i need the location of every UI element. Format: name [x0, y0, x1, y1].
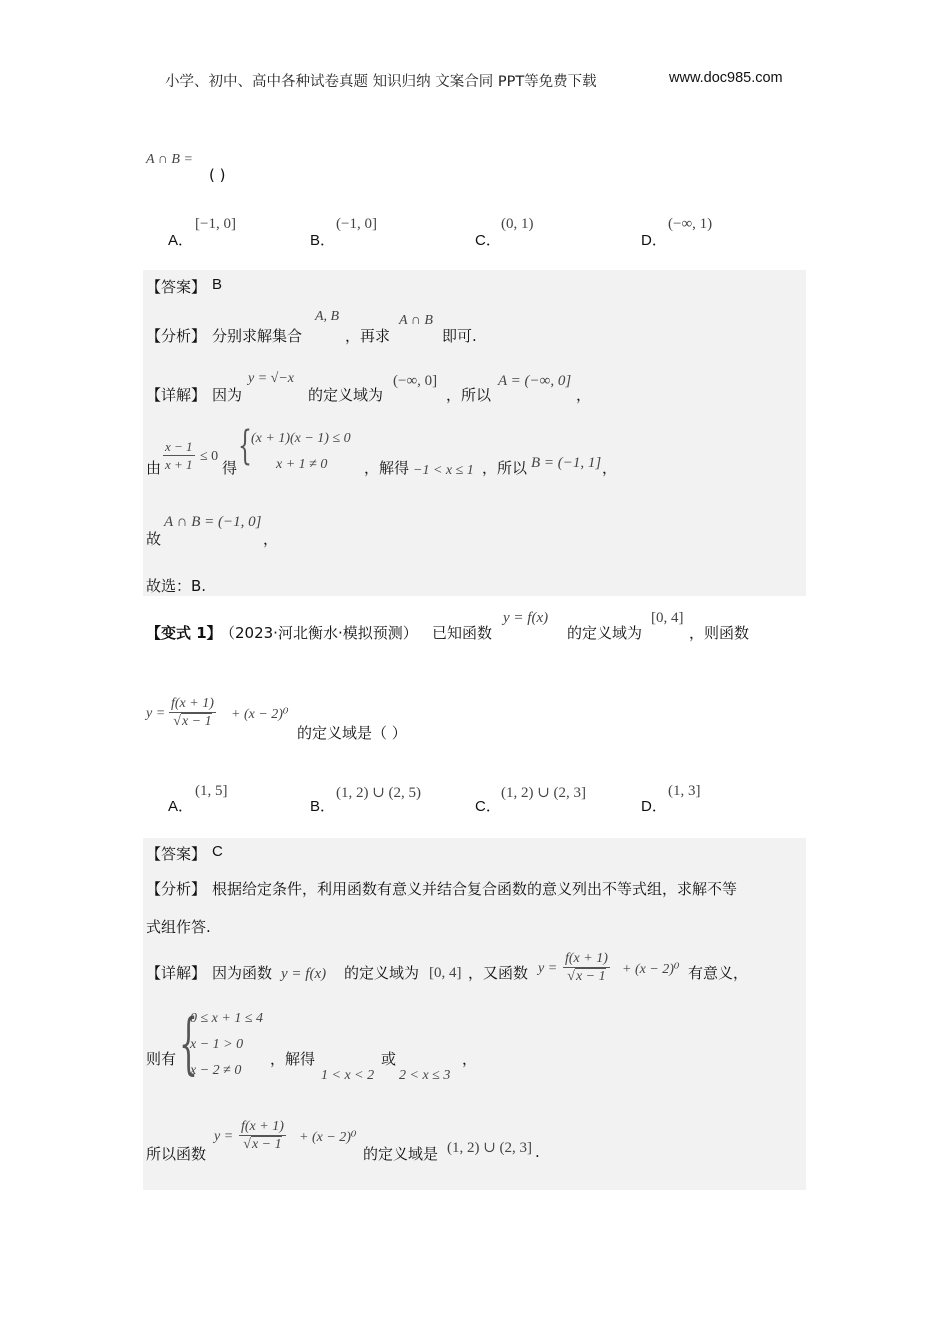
v1-detail-math-1: y = f(x): [281, 966, 327, 982]
v1-answer-value: C: [212, 843, 223, 860]
q1-line2-sys-1: (x + 1)(x − 1) ≤ 0: [251, 431, 351, 446]
v1-detail-tail: + (x − 2)⁰: [622, 962, 680, 977]
v1-option-a-letter[interactable]: A．: [168, 798, 194, 815]
q1-detail-text-4: ，: [576, 386, 592, 404]
v1-sys-math-1: 1 < x < 2: [321, 1068, 375, 1083]
q1-analysis-math-2: A ∩ B: [399, 313, 433, 328]
v1-final-text-3: .: [535, 1143, 540, 1161]
v1-math-1: y = f(x): [503, 610, 549, 626]
header-banner: 小学、初中、高中各种试卷真题 知识归纳 文案合同 PPT等免费下载: [165, 74, 597, 90]
q1-option-b-letter[interactable]: B．: [310, 232, 336, 249]
v1-option-b-value: (1, 2) ∪ (2, 5): [336, 785, 422, 801]
q1-line2-text-2: ，所以: [482, 459, 528, 477]
q1-analysis-text-1: 分别求解集合: [212, 327, 303, 345]
q1-line2-le: ≤ 0: [200, 449, 219, 464]
v1-analysis-line-1: 根据给定条件，利用函数有意义并结合复合函数的意义列出不等式组，求解不等: [212, 880, 738, 898]
q1-line2-de: 得: [222, 459, 238, 477]
v1-detail-math-2: [0, 4]: [429, 965, 462, 981]
v1-text-4: 的定义域是（ ）: [297, 724, 407, 742]
v1-text-1: 已知函数: [432, 624, 493, 642]
q1-analysis-text-2: ，再求: [345, 327, 391, 345]
q1-detail-text-3: ，所以: [446, 386, 492, 404]
v1-final-y: y =: [214, 1129, 234, 1144]
v1-source: （2023·河北衡水·模拟预测）: [220, 624, 418, 642]
v1-fn-fraction: [169, 695, 216, 730]
v1-label: 【变式 1】: [146, 624, 222, 642]
v1-sys-1: 0 ≤ x + 1 ≤ 4: [190, 1011, 264, 1026]
v1-sys-2: x − 1 > 0: [190, 1037, 244, 1052]
q1-line3-math: A ∩ B = (−1, 0]: [164, 514, 262, 530]
v1-sys-math-2: 2 < x ≤ 3: [399, 1068, 451, 1083]
v1-answer-label: 【答案】: [146, 845, 207, 863]
q1-line2-math-1: −1 < x ≤ 1: [413, 463, 474, 478]
q1-detail-text-1: 因为: [212, 386, 243, 404]
v1-sys-text-1: ，解得: [270, 1050, 316, 1068]
v1-text-2: 的定义域为: [567, 624, 643, 642]
q1-stem-math: A ∩ B =: [146, 152, 193, 167]
q1-line2-you: 由: [146, 459, 162, 477]
q1-line3-text: ，: [263, 530, 279, 548]
q1-detail-label: 【详解】: [146, 386, 207, 404]
v1-sys-text-2: ，: [462, 1050, 478, 1068]
v1-detail-text-3: ，又函数: [468, 964, 529, 982]
q1-detail-math-2: (−∞, 0]: [393, 373, 438, 389]
q1-line2-text-1: ，解得: [364, 459, 410, 477]
q1-line2-frac-den: x + 1: [165, 457, 193, 472]
q1-line2-brace-icon: {: [238, 423, 252, 469]
q1-detail-math-1: y = √−x: [248, 371, 295, 386]
q1-line2-text-3: ，: [602, 459, 618, 477]
v1-math-2: [0, 4]: [651, 610, 684, 626]
q1-option-b-value: (−1, 0]: [336, 216, 377, 232]
v1-final-math: (1, 2) ∪ (2, 3]: [447, 1140, 533, 1156]
v1-analysis-label: 【分析】: [146, 880, 207, 898]
sqrt-icon: √: [567, 969, 575, 984]
q1-analysis-label: 【分析】: [146, 327, 207, 345]
v1-sys-brace-icon: {: [179, 1005, 198, 1082]
v1-final-den: x − 1: [251, 1137, 282, 1152]
q1-line2-frac-num: x − 1: [165, 439, 193, 454]
q1-option-a-value: [−1, 0]: [195, 216, 236, 232]
v1-analysis-line-2: 式组作答.: [146, 918, 211, 936]
q1-line3-gu: 故: [146, 530, 162, 548]
v1-sys-huo: 或: [381, 1050, 397, 1068]
v1-option-d-letter[interactable]: D．: [641, 798, 667, 815]
v1-detail-text-1: 因为函数: [212, 964, 273, 982]
q1-paren: ( ): [209, 166, 226, 184]
q1-line2-fraction: [163, 438, 195, 473]
q1-detail-text-2: 的定义域为: [308, 386, 384, 404]
v1-detail-num: f(x + 1): [565, 951, 608, 966]
q1-line2-math-2: B = (−1, 1]: [531, 455, 602, 471]
q1-option-d-value: (−∞, 1): [668, 216, 713, 232]
v1-fn-tail: + (x − 2)⁰: [231, 707, 289, 722]
v1-detail-text-2: 的定义域为: [344, 964, 420, 982]
v1-option-b-letter[interactable]: B．: [310, 798, 336, 815]
q1-analysis-text-3: 即可.: [442, 327, 477, 345]
v1-detail-text-4: 有意义，: [688, 964, 749, 982]
v1-option-d-value: (1, 3]: [668, 783, 701, 799]
v1-sys-3: x − 2 ≠ 0: [190, 1063, 242, 1078]
q1-analysis-math-1: A, B: [315, 309, 340, 324]
v1-final-tail: + (x − 2)⁰: [299, 1130, 357, 1145]
q1-answer-value: B: [212, 276, 223, 293]
q1-option-a-letter[interactable]: A．: [168, 232, 194, 249]
v1-final-text-2: 的定义域是: [363, 1145, 439, 1163]
v1-fn-num: f(x + 1): [171, 696, 214, 711]
q1-line2-sys-2: x + 1 ≠ 0: [276, 457, 328, 472]
q1-option-d-letter[interactable]: D．: [641, 232, 667, 249]
q1-option-c-value: (0, 1): [501, 216, 534, 232]
v1-option-a-value: (1, 5]: [195, 783, 228, 799]
v1-final-num: f(x + 1): [241, 1119, 284, 1134]
q1-line4-choice: 故选：B.: [146, 577, 207, 595]
v1-fn-y: y =: [146, 706, 166, 721]
v1-detail-y: y =: [538, 961, 558, 976]
q1-detail-math-3: A = (−∞, 0]: [498, 373, 572, 389]
v1-final-fraction: [239, 1118, 286, 1153]
v1-detail-label: 【详解】: [146, 964, 207, 982]
v1-final-text-1: 所以函数: [146, 1145, 207, 1163]
v1-option-c-letter[interactable]: C．: [475, 798, 501, 815]
sqrt-icon: √: [173, 714, 181, 729]
v1-option-c-value: (1, 2) ∪ (2, 3]: [501, 785, 587, 801]
sqrt-icon: √: [243, 1137, 251, 1152]
v1-sys-zeyou: 则有: [146, 1050, 177, 1068]
v1-fn-den: x − 1: [181, 714, 212, 729]
q1-answer-label: 【答案】: [146, 278, 207, 296]
v1-detail-den: x − 1: [575, 969, 606, 984]
header-url[interactable]: www.doc985.com: [669, 70, 783, 86]
q1-option-c-letter[interactable]: C．: [475, 232, 501, 249]
v1-text-3: ，则函数: [689, 624, 750, 642]
v1-detail-fraction: [563, 950, 610, 985]
